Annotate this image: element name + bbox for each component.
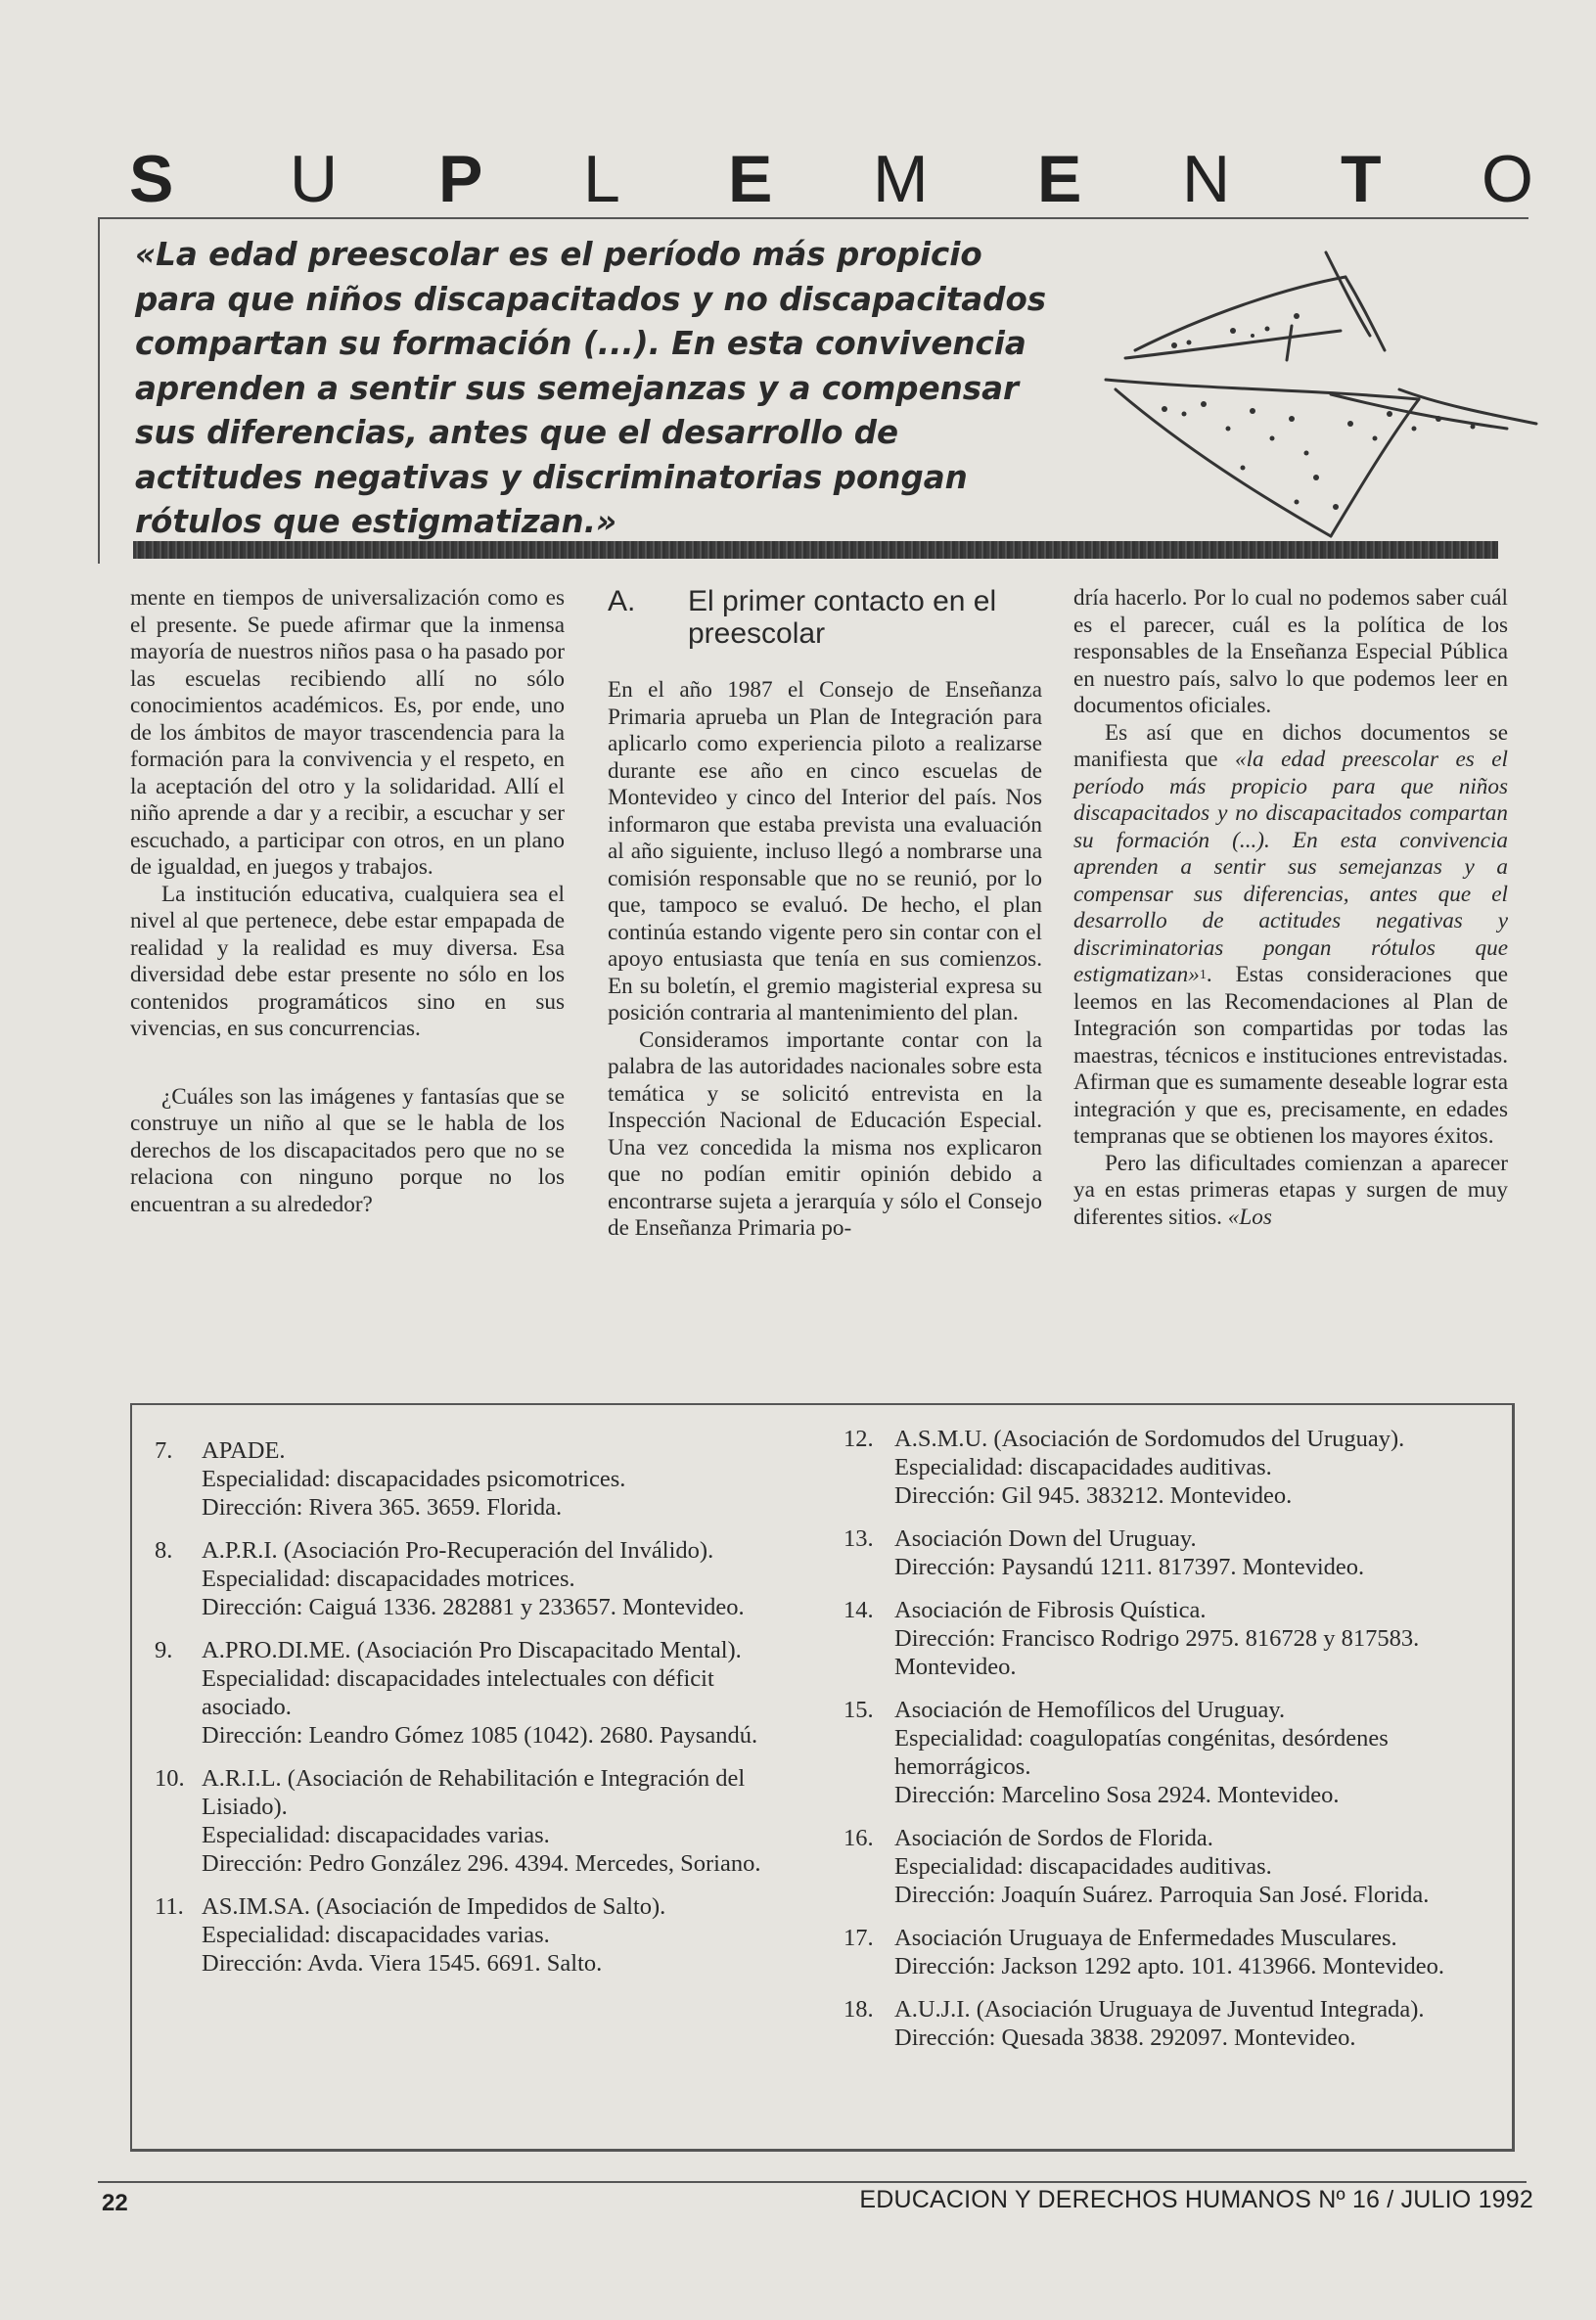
paragraph: ¿Cuáles son las imágenes y fantasías que se construye un niño al que se le habla de los derechos de los discapacitados pero que no se relaciona con ninguno porque no los encuentran a su alrededor? bbox=[130, 1083, 565, 1217]
entry-number: 11. bbox=[155, 1893, 184, 1920]
paragraph bbox=[1073, 720, 1508, 1151]
entry-detail: Especialidad: coagulopatías congénitas, desórdenes hemorrágicos. bbox=[894, 1725, 1389, 1780]
entry-name: A.U.J.I. (Asociación Uruguaya de Juventud Integrada). bbox=[894, 1996, 1425, 2023]
entry-detail: Especialidad: discapacidades auditivas. bbox=[894, 1454, 1272, 1480]
pull-quote: «La edad preescolar es el período más propicio para que niños discapacitados y no discapacitados compartan su formación (...). En esta convivencia aprenden a sentir sus semejanzas y a compensar sus diferencias, antes que el desarrollo de actitudes negativas y discriminatorias pongan rótulos que estigmatizan.» bbox=[135, 236, 1047, 540]
entry-number: 15. bbox=[844, 1697, 874, 1723]
entry-number: 7. bbox=[155, 1437, 173, 1464]
entry-number: 17. bbox=[844, 1925, 874, 1951]
entry-number: 8. bbox=[155, 1537, 173, 1564]
entry-detail: Especialidad: discapacidades motrices. bbox=[202, 1566, 575, 1592]
directory-entry bbox=[844, 1995, 1489, 2052]
paragraph: En el año 1987 el Consejo de Enseñanza Primaria aprueba un Plan de Integración para aplicarlo como experiencia piloto a realizarse durante ese año en cinco escuelas de Montevideo y cinco del Interior del país. Nos informaron que estaba prevista una evaluación al año siguiente, incluso llegó a nombrarse una comisión responsable que no se reunió, por lo que, tampoco se evaluó. De hecho, el plan continúa estando vigente pero sin contar con el apoyo entusiasta que tenía en sus comienzos. En su boletín, el gremio magisterial expresa su posición contraria al mantenimiento del plan. bbox=[608, 677, 1042, 1025]
entry-name: Asociación Uruguaya de Enfermedades Musculares. bbox=[894, 1925, 1397, 1951]
entry-name: AS.IM.SA. (Asociación de Impedidos de Salto). bbox=[202, 1893, 666, 1920]
entry-name: A.R.I.L. (Asociación de Rehabilitación e Integración del Lisiado). bbox=[202, 1765, 746, 1820]
paragraph: Consideramos importante contar con la palabra de las autoridades nacionales sobre esta temática y se solicitó entrevista en la Inspección Nacional de Educación Especial. Una vez concedida la misma nos explicaron que no podían emitir opinión debido a encontrarse sujeta a jerarquía y sólo el Consejo de Enseñanza Primaria po- bbox=[608, 1026, 1042, 1241]
section-letter: A. bbox=[608, 585, 636, 617]
entry-detail: Dirección: Jackson 1292 apto. 101. 413966. Montevideo. bbox=[894, 1953, 1445, 1979]
section-heading bbox=[608, 585, 1042, 650]
entry-detail: Especialidad: discapacidades auditivas. bbox=[894, 1853, 1272, 1880]
masthead-letter: O bbox=[1482, 142, 1533, 216]
entry-detail: Dirección: Quesada 3838. 292097. Montevideo. bbox=[894, 2024, 1356, 2051]
entry-name: A.S.M.U. (Asociación de Sordomudos del Uruguay). bbox=[894, 1426, 1405, 1452]
directory-entry bbox=[844, 1924, 1489, 1980]
entry-name: Asociación de Sordos de Florida. bbox=[894, 1825, 1213, 1851]
directory-entry bbox=[155, 1892, 761, 1978]
entry-number: 13. bbox=[844, 1525, 874, 1552]
paragraph-text: Pero las dificultades comienzan a aparecer ya en estas primeras etapas y surgen de muy diferentes sitios. bbox=[1073, 1150, 1508, 1230]
masthead-letter: M bbox=[873, 142, 929, 216]
masthead-letter: S bbox=[129, 142, 174, 216]
article-column-1 bbox=[130, 585, 565, 1218]
entry-name: A.PRO.DI.ME. (Asociación Pro Discapacitado Mental). bbox=[202, 1637, 742, 1663]
article-column-3 bbox=[1073, 585, 1508, 1231]
entry-name: Asociación de Hemofílicos del Uruguay. bbox=[894, 1697, 1286, 1723]
entry-number: 10. bbox=[155, 1765, 185, 1792]
supplement-masthead bbox=[115, 142, 1540, 216]
paragraph-text: Es así que en dichos documentos se manifiesta que bbox=[1073, 719, 1508, 772]
entry-detail: Especialidad: discapacidades varias. bbox=[202, 1922, 550, 1948]
article-column-2 bbox=[608, 585, 1042, 1243]
entry-number: 9. bbox=[155, 1637, 173, 1663]
quoted-text: «la edad preescolar es el período más propicio para que niños discapacitados y no discapacitados compartan su formación (...). En esta convivencia aprenden a sentir sus semejanzas y a compensar sus diferencias, antes que el desarrollo de actitudes negativas y discriminatorias pongan rótulos que estigmatizan» bbox=[1073, 747, 1508, 987]
paragraph: dría hacerlo. Por lo cual no podemos saber cuál es el parecer, cuál es la política de los responsables de la Enseñanza Especial Pública en nuestro país, salvo lo que podemos leer en documentos oficiales. bbox=[1073, 585, 1508, 718]
entry-detail: Especialidad: discapacidades psicomotrices. bbox=[202, 1466, 626, 1492]
section-divider-bar bbox=[133, 541, 1498, 559]
masthead-letter: L bbox=[583, 142, 620, 216]
entry-number: 14. bbox=[844, 1597, 874, 1623]
directory-list-right bbox=[844, 1425, 1489, 2067]
entry-detail: Especialidad: discapacidades varias. bbox=[202, 1822, 550, 1848]
directory-entry bbox=[155, 1536, 761, 1621]
directory-entry bbox=[844, 1524, 1489, 1581]
masthead-letter: T bbox=[1341, 142, 1382, 216]
paragraph: mente en tiempos de universalización como es el presente. Se puede afirmar que la inmensa mayoría de nuestros niños pasa o ha pasado por las escuelas recibiendo allí no sólo conocimientos académicos. Es, por ende, uno de los ámbitos de mayor trascendencia para la formación para la convivencia y el respeto, en la aceptación del otro y la solidaridad. Allí el niño aprende a dar y a recibir, a escuchar y ser escuchado, a participar con otros, en un plano de igualdad, en juegos y trabajos. bbox=[130, 585, 565, 880]
masthead-letter: P bbox=[438, 142, 483, 216]
masthead-letter: N bbox=[1182, 142, 1231, 216]
entry-detail: Dirección: Joaquín Suárez. Parroquia San José. Florida. bbox=[894, 1882, 1430, 1908]
directory-entry bbox=[155, 1764, 761, 1878]
entry-detail: Dirección: Caiguá 1336. 282881 y 233657. Montevideo. bbox=[202, 1594, 745, 1620]
section-title: El primer contacto en el preescolar bbox=[688, 585, 997, 650]
entry-detail: Dirección: Pedro González 296. 4394. Mercedes, Soriano. bbox=[202, 1850, 761, 1877]
entry-detail: Dirección: Leandro Gómez 1085 (1042). 2680. Paysandú. bbox=[202, 1722, 758, 1749]
entry-detail: Dirección: Paysandú 1211. 817397. Montevideo. bbox=[894, 1554, 1365, 1580]
entry-detail: Dirección: Avda. Viera 1545. 6691. Salto. bbox=[202, 1950, 603, 1977]
masthead-letter: E bbox=[1037, 142, 1082, 216]
entry-name: APADE. bbox=[202, 1437, 286, 1464]
quoted-text: «Los bbox=[1227, 1204, 1272, 1230]
publication-line: EDUCACION Y DERECHOS HUMANOS Nº 16 / JULIO 1992 bbox=[859, 2186, 1533, 2213]
entry-detail: Dirección: Rivera 365. 3659. Florida. bbox=[202, 1494, 563, 1521]
footer-rule bbox=[98, 2181, 1527, 2183]
entry-detail: Dirección: Gil 945. 383212. Montevideo. bbox=[894, 1482, 1293, 1509]
footnote-marker: 1 bbox=[1199, 968, 1207, 982]
entry-detail: Dirección: Marcelino Sosa 2924. Montevideo. bbox=[894, 1782, 1340, 1808]
paragraph bbox=[1073, 1151, 1508, 1232]
directory-entry bbox=[155, 1636, 761, 1750]
page-number: 22 bbox=[102, 2190, 128, 2216]
directory-entry bbox=[844, 1425, 1489, 1510]
directory-entry bbox=[844, 1824, 1489, 1909]
entry-number: 12. bbox=[844, 1426, 874, 1452]
entry-detail: Especialidad: discapacidades intelectuales con déficit asociado. bbox=[202, 1665, 714, 1720]
paragraph-text: . Estas consideraciones que leemos en las Recomendaciones al Plan de Integración son compartidas por todas las maestras, técnicos e instituciones entrevistadas. Afirman que es sumamente deseable lograr esta integración y que es, precisamente, en edades tempranas que se obtienen los mayores éxitos. bbox=[1073, 962, 1508, 1149]
directory-entry bbox=[844, 1696, 1489, 1809]
entry-number: 18. bbox=[844, 1996, 874, 2023]
entry-number: 16. bbox=[844, 1825, 874, 1851]
paragraph: La institución educativa, cualquiera sea el nivel al que pertenece, debe estar empapada de realidad y la realidad es muy diversa. Esa diversidad debe estar presente no sólo en los contenidos programáticos sino en sus vivencias, en sus concurrencias. bbox=[130, 881, 565, 1041]
masthead-letter: E bbox=[728, 142, 773, 216]
entry-name: Asociación Down del Uruguay. bbox=[894, 1525, 1197, 1552]
directory-list-left bbox=[155, 1436, 761, 1992]
hand-sketch-illustration bbox=[1096, 243, 1566, 566]
entry-name: A.P.R.I. (Asociación Pro-Recuperación del Inválido). bbox=[202, 1537, 714, 1564]
directory-entry bbox=[155, 1436, 761, 1522]
entry-name: Asociación de Fibrosis Quística. bbox=[894, 1597, 1207, 1623]
entry-detail: Dirección: Francisco Rodrigo 2975. 816728 y 817583. Montevideo. bbox=[894, 1625, 1420, 1680]
masthead-letter: U bbox=[290, 142, 339, 216]
directory-entry bbox=[844, 1596, 1489, 1681]
